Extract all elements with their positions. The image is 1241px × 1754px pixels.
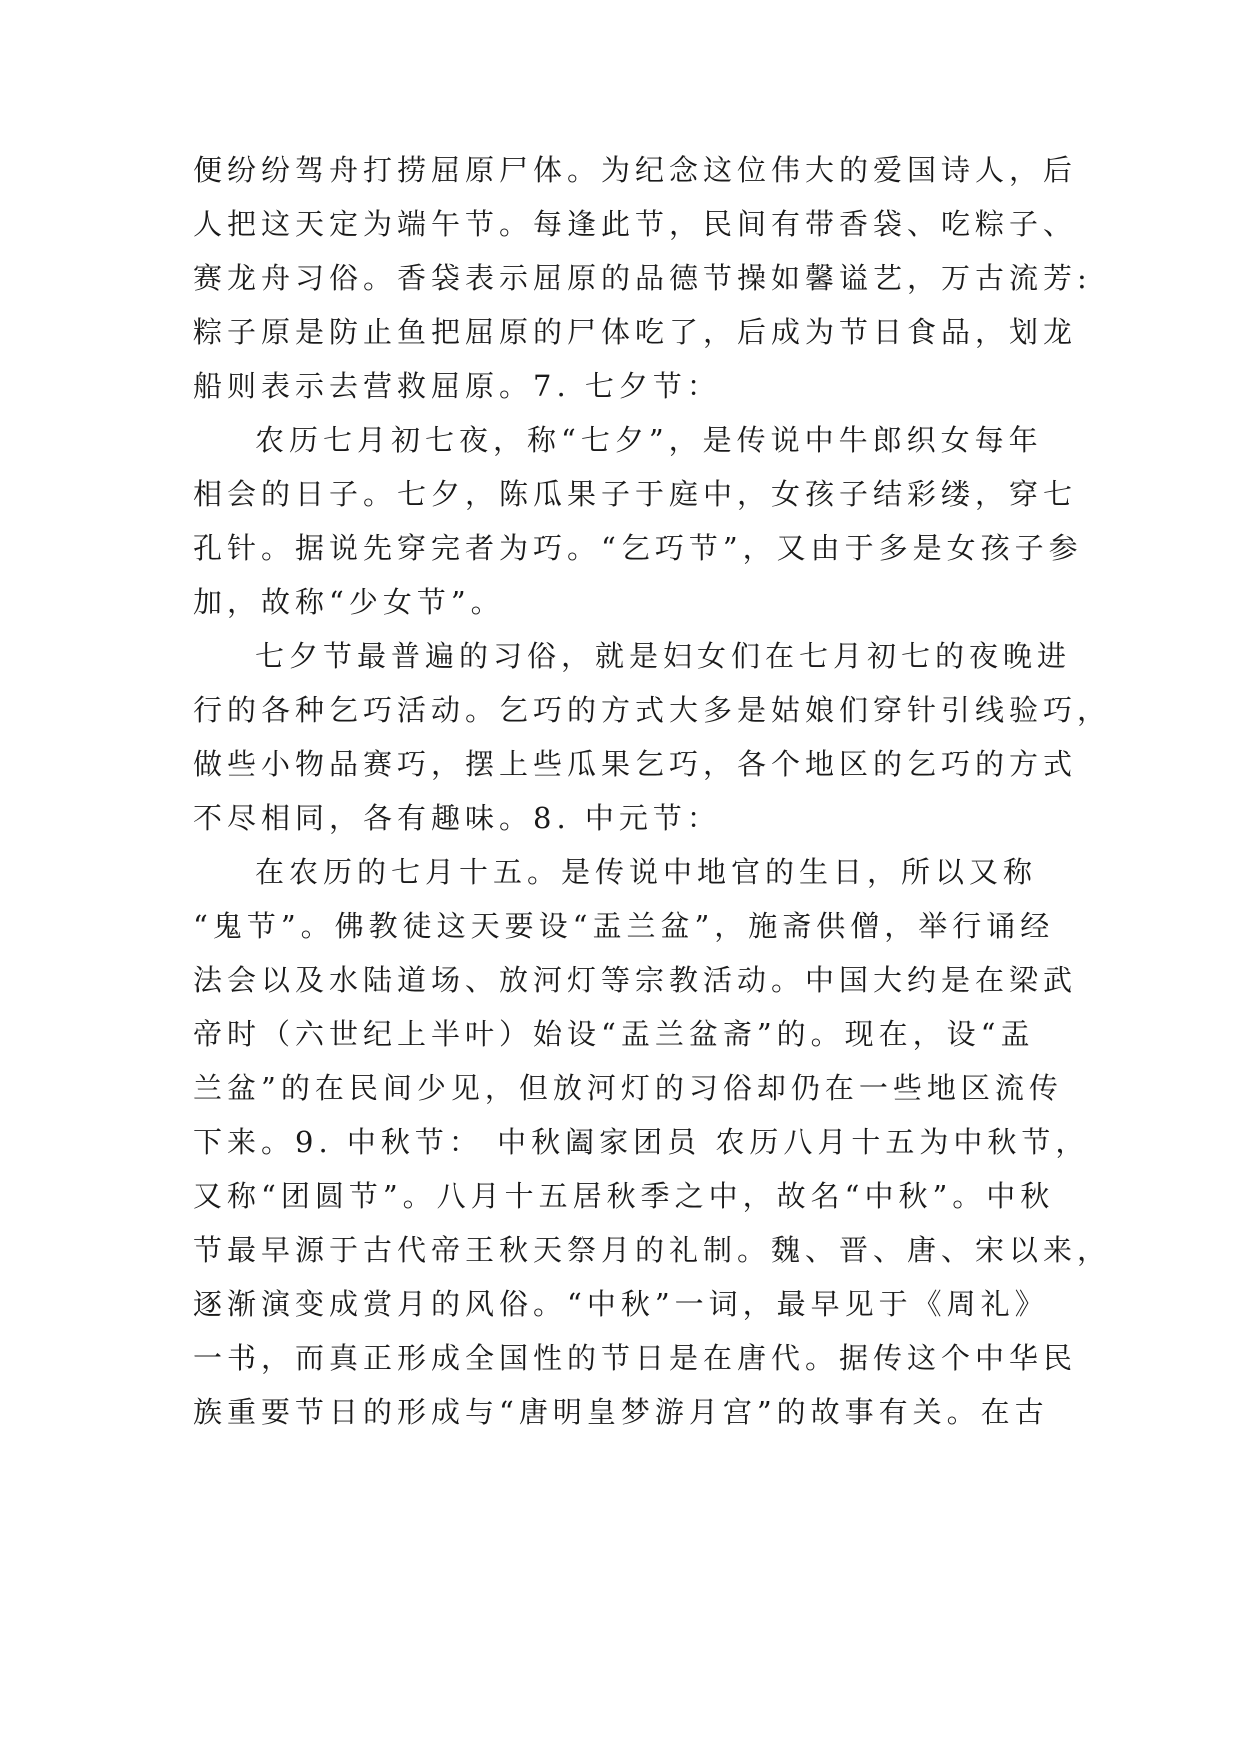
paragraph-first-line: 在农历的七月十五。是传说中地官的生日，所以又称	[255, 855, 1038, 889]
text-line: 不尽相同，各有趣味。8. 中元节：	[193, 801, 721, 835]
text-line: 相会的日子。七夕，陈瓜果子于庭中，女孩子结彩缕，穿七	[193, 477, 1078, 511]
text-line: 船则表示去营救屈原。7. 七夕节：	[193, 369, 721, 403]
text-line: “鬼节”。佛教徒这天要设“盂兰盆”，施斋供僧，举行诵经	[193, 909, 1055, 943]
text-line: 做些小物品赛巧，摆上些瓜果乞巧，各个地区的乞巧的方式	[193, 747, 1078, 781]
text-line: 节最早源于古代帝王秋天祭月的礼制。魏、晋、唐、宋以来，	[193, 1233, 1112, 1267]
text-line: 赛龙舟习俗。香袋表示屈原的品德节操如馨谥艺，万古流芳:	[193, 261, 1092, 295]
text-line: 人把这天定为端午节。每逢此节，民间有带香袋、吃粽子、	[193, 207, 1078, 241]
text-line: 兰盆”的在民间少见，但放河灯的习俗却仍在一些地区流传	[193, 1071, 1063, 1105]
text-line: 逐渐演变成赏月的风俗。“中秋”一词，最早见于《周礼》	[193, 1287, 1049, 1321]
text-line: 行的各种乞巧活动。乞巧的方式大多是姑娘们穿针引线验巧，	[193, 693, 1112, 727]
text-line: 粽子原是防止鱼把屈原的尸体吃了，后成为节日食品，划龙	[193, 315, 1078, 349]
text-line: 孔针。据说先穿完者为巧。“乞巧节”，又由于多是女孩子参	[193, 531, 1083, 565]
text-line: 下来。9. 中秋节： 中秋阖家团员 农历八月十五为中秋节，	[193, 1125, 1090, 1159]
text-line: 帝时（六世纪上半叶）始设“盂兰盆斋”的。现在，设“盂	[193, 1017, 1035, 1051]
text-line: 又称“团圆节”。八月十五居秋季之中，故名“中秋”。中秋	[193, 1179, 1055, 1213]
text-line: 一书，而真正形成全国性的节日是在唐代。据传这个中华民	[193, 1341, 1078, 1375]
paragraph-first-line: 七夕节最普遍的习俗，就是妇女们在七月初七的夜晚进	[255, 639, 1072, 673]
paragraph-first-line: 农历七月初七夜，称“七夕”，是传说中牛郎织女每年	[255, 423, 1043, 457]
text-line: 便纷纷驾舟打捞屈原尸体。为纪念这位伟大的爱国诗人，后	[193, 153, 1078, 187]
text-line: 族重要节日的形成与“唐明皇梦游月宫”的故事有关。在古	[193, 1395, 1049, 1429]
text-line: 法会以及水陆道场、放河灯等宗教活动。中国大约是在梁武	[193, 963, 1078, 997]
text-line: 加，故称“少女节”。	[193, 585, 505, 619]
